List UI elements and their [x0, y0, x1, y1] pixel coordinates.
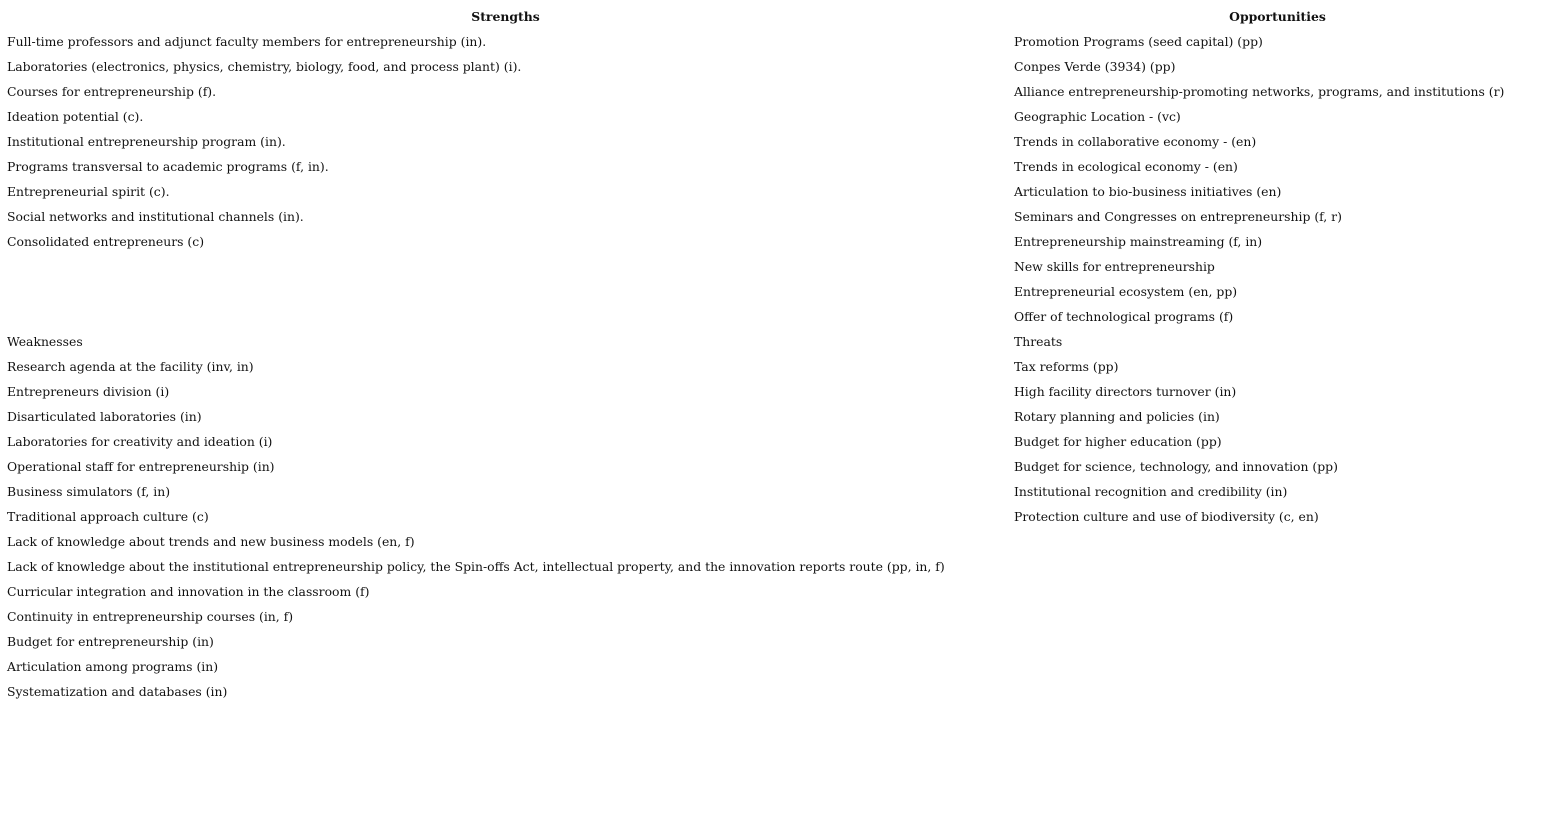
table-row: [0, 54, 1544, 79]
table-row: [0, 154, 1544, 179]
strengths-header: Strengths: [471, 9, 540, 24]
table-row: [0, 329, 1544, 354]
left-cell: Curricular integration and innovation in the classroom (f): [7, 584, 370, 599]
left-cell: Programs transversal to academic programs (f, in).: [7, 159, 329, 174]
right-cell: Promotion Programs (seed capital) (pp): [1014, 34, 1263, 49]
table-row: [0, 629, 1544, 654]
right-cell: Articulation to bio-business initiatives (en): [1014, 184, 1282, 199]
left-cell: Budget for entrepreneurship (in): [7, 634, 214, 649]
table-row: [0, 129, 1544, 154]
left-cell: Continuity in entrepreneurship courses (in, f): [7, 609, 294, 624]
table-row: [0, 254, 1544, 279]
table-row: [0, 404, 1544, 429]
table-row: [0, 554, 1544, 579]
left-cell: [0, 254, 1011, 279]
left-cell: Disarticulated laboratories (in): [7, 409, 202, 424]
table-row: [0, 679, 1544, 704]
swot-table: [0, 4, 1544, 704]
right-cell: [1011, 529, 1544, 554]
right-cell: Budget for higher education (pp): [1014, 434, 1222, 449]
table-row: [0, 104, 1544, 129]
right-cell: Tax reforms (pp): [1014, 359, 1119, 374]
right-cell: [1011, 554, 1544, 579]
table-row: [0, 454, 1544, 479]
table-row: [0, 304, 1544, 329]
left-cell: Research agenda at the facility (inv, in): [7, 359, 254, 374]
left-cell: Social networks and institutional channels (in).: [7, 209, 304, 224]
table-row: [0, 179, 1544, 204]
left-cell: Entrepreneurs division (i): [7, 384, 170, 399]
table-row: [0, 354, 1544, 379]
table-row: [0, 529, 1544, 554]
right-cell: New skills for entrepreneurship: [1014, 259, 1215, 274]
left-cell: Weaknesses: [7, 334, 83, 349]
left-cell: Consolidated entrepreneurs (c): [7, 234, 205, 249]
right-cell: Trends in ecological economy - (en): [1014, 159, 1238, 174]
right-cell: Threats: [1014, 334, 1063, 349]
left-cell: Courses for entrepreneurship (f).: [7, 84, 217, 99]
left-cell: Traditional approach culture (c): [7, 509, 209, 524]
table-row: [0, 654, 1544, 679]
left-cell: Articulation among programs (in): [7, 659, 219, 674]
right-cell: Geographic Location - (vc): [1014, 109, 1181, 124]
table-row: [0, 579, 1544, 604]
table-row: [0, 279, 1544, 304]
left-cell: [0, 279, 1011, 304]
left-cell: Lack of knowledge about trends and new business models (en, f): [7, 534, 415, 549]
left-cell: Systematization and databases (in): [7, 684, 228, 699]
left-cell: [0, 304, 1011, 329]
left-cell: Entrepreneurial spirit (c).: [7, 184, 170, 199]
right-cell: [1011, 679, 1544, 704]
swot-body: [0, 29, 1544, 704]
right-cell: Conpes Verde (3934) (pp): [1014, 59, 1176, 74]
right-cell: Budget for science, technology, and innovation (pp): [1014, 459, 1338, 474]
header-row: [0, 4, 1544, 29]
left-cell: Business simulators (f, in): [7, 484, 171, 499]
table-row: [0, 379, 1544, 404]
left-cell: Full-time professors and adjunct faculty members for entrepreneurship (in).: [7, 34, 487, 49]
left-cell: Laboratories (electronics, physics, chemistry, biology, food, and process plant) (i).: [7, 59, 522, 74]
right-cell: Rotary planning and policies (in): [1014, 409, 1220, 424]
table-row: [0, 204, 1544, 229]
table-row: [0, 429, 1544, 454]
right-cell: Protection culture and use of biodiversity (c, en): [1014, 509, 1319, 524]
table-row: [0, 29, 1544, 54]
left-cell: Laboratories for creativity and ideation (i): [7, 434, 273, 449]
right-cell: [1011, 654, 1544, 679]
right-cell: High facility directors turnover (in): [1014, 384, 1237, 399]
right-cell: Entrepreneurship mainstreaming (f, in): [1014, 234, 1263, 249]
left-cell: Operational staff for entrepreneurship (in): [7, 459, 275, 474]
right-cell: Trends in collaborative economy - (en): [1014, 134, 1257, 149]
right-cell: Entrepreneurial ecosystem (en, pp): [1014, 284, 1238, 299]
table-row: [0, 479, 1544, 504]
right-cell: Institutional recognition and credibility (in): [1014, 484, 1288, 499]
table-row: [0, 504, 1544, 529]
right-cell: Seminars and Congresses on entrepreneurship (f, r): [1014, 209, 1342, 224]
right-cell: [1011, 604, 1544, 629]
table-row: [0, 604, 1544, 629]
left-cell: Institutional entrepreneurship program (in).: [7, 134, 286, 149]
left-cell: Lack of knowledge about the institutional entrepreneurship policy, the Spin-offs Act, intellectual property, and the innovation reports route (pp, in, f): [7, 559, 945, 574]
right-cell: [1011, 579, 1544, 604]
table-row: [0, 229, 1544, 254]
opportunities-header: Opportunities: [1229, 9, 1326, 24]
table-row: [0, 79, 1544, 104]
right-cell: Offer of technological programs (f): [1014, 309, 1234, 324]
right-cell: [1011, 629, 1544, 654]
right-cell: Alliance entrepreneurship-promoting networks, programs, and institutions (r): [1014, 84, 1505, 99]
left-cell: Ideation potential (c).: [7, 109, 144, 124]
